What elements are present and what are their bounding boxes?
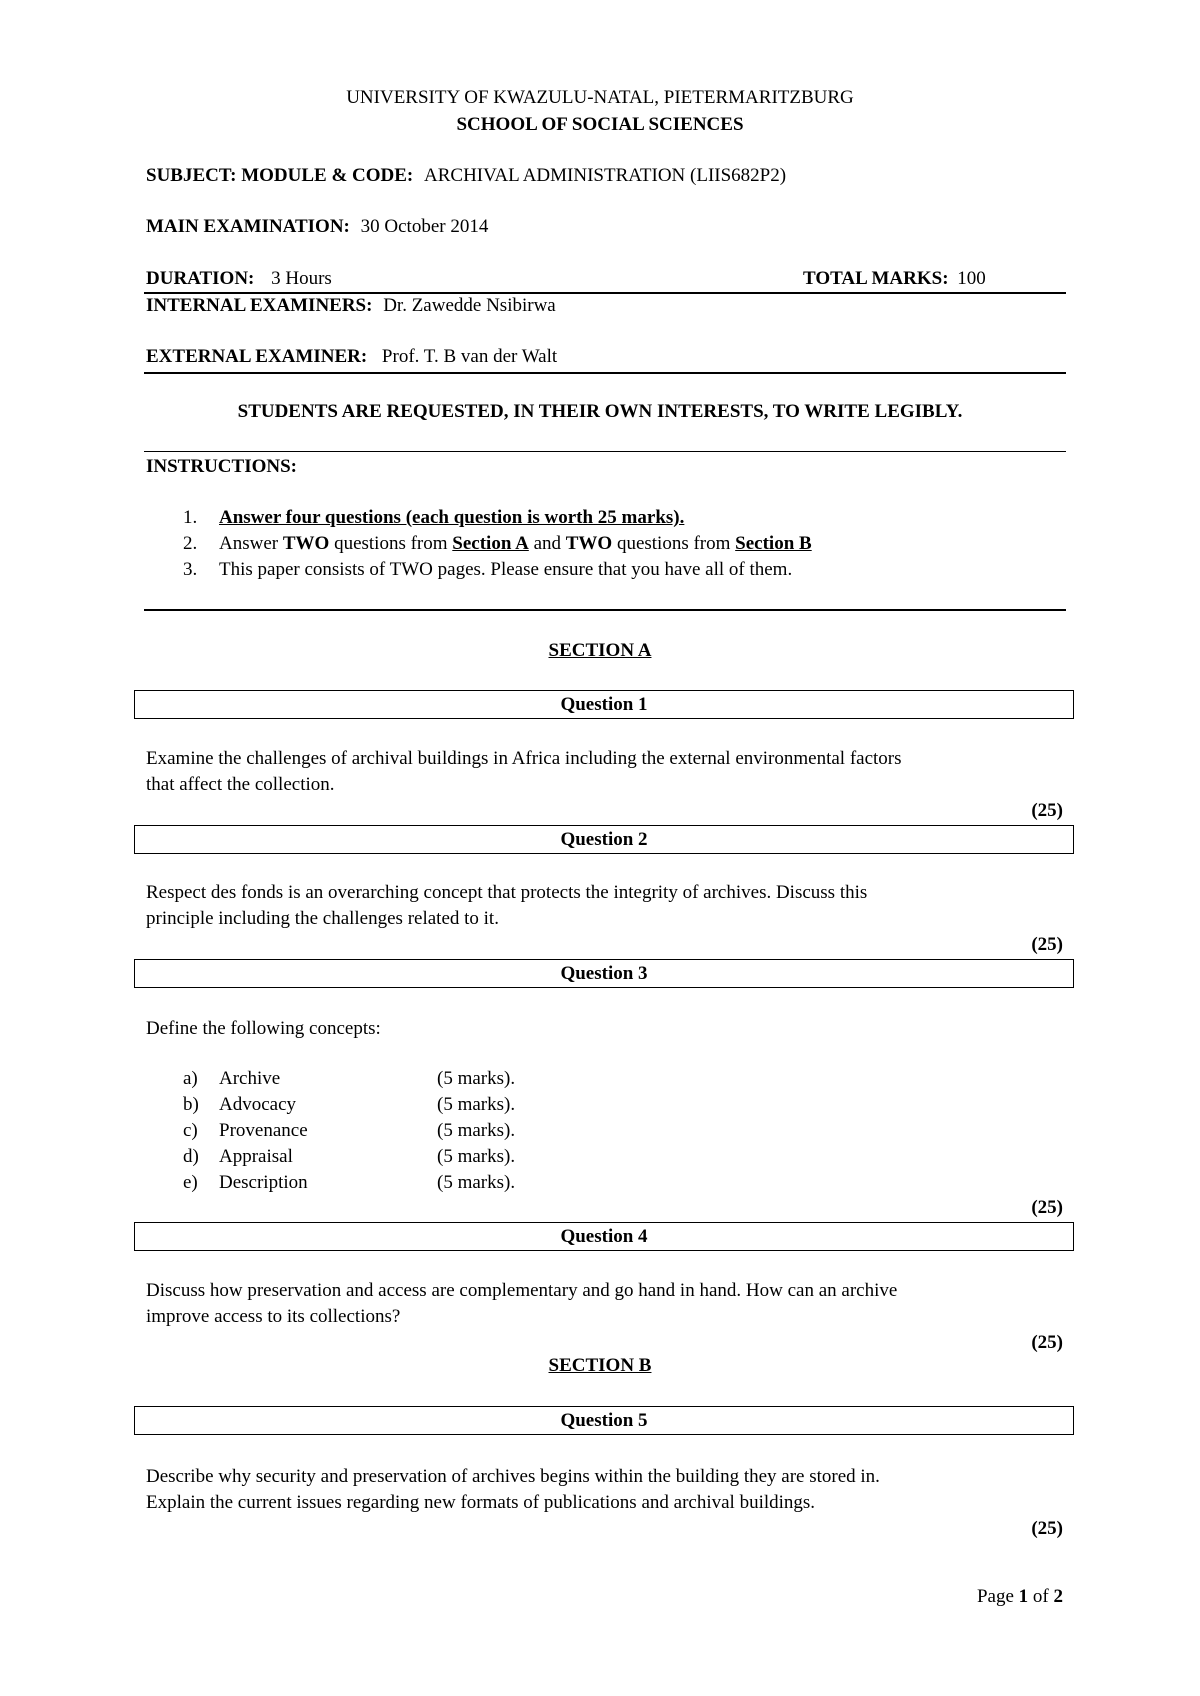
concept-term: Description — [219, 1172, 308, 1193]
subject-row — [146, 165, 786, 187]
total-marks — [803, 268, 986, 290]
concept-letter: d) — [183, 1146, 199, 1167]
external-examiner-value: Prof. T. B van der Walt — [381, 346, 558, 367]
duration-value: 3 Hours — [271, 268, 332, 289]
section-b-title: SECTION B — [548, 1355, 652, 1376]
exam-row — [146, 216, 488, 238]
question-3-marks: (25) — [1031, 1197, 1063, 1218]
external-examiner-row — [146, 346, 557, 368]
concept-marks: (5 marks). — [437, 1172, 516, 1193]
question-1-marks: (25) — [1031, 800, 1063, 821]
concept-marks: (5 marks). — [437, 1146, 516, 1167]
internal-examiners-value: Dr. Zawedde Nsibirwa — [383, 295, 556, 316]
concept-letter: c) — [183, 1120, 198, 1141]
divider — [144, 609, 1066, 611]
question-1-title: Question 1 — [134, 690, 1074, 719]
divider — [144, 292, 1066, 294]
duration-row — [146, 268, 332, 290]
subject-label: SUBJECT: MODULE & CODE: — [146, 165, 414, 186]
divider — [144, 451, 1066, 452]
instructions-heading: INSTRUCTIONS: — [146, 456, 297, 477]
question-4-marks: (25) — [1031, 1332, 1063, 1353]
instruction-number: 3. — [183, 559, 198, 580]
university-name: UNIVERSITY OF KWAZULU-NATAL, PIETERMARITZBURG — [346, 87, 854, 108]
concept-letter: b) — [183, 1094, 199, 1115]
concept-term: Archive — [219, 1068, 281, 1089]
question-3-intro: Define the following concepts: — [146, 1018, 381, 1039]
instruction-number: 2. — [183, 533, 198, 554]
concept-letter: a) — [183, 1068, 198, 1089]
divider — [144, 372, 1066, 374]
concept-term: Advocacy — [219, 1094, 297, 1115]
school-name: SCHOOL OF SOCIAL SCIENCES — [456, 114, 744, 135]
legibility-notice: STUDENTS ARE REQUESTED, IN THEIR OWN INTERESTS, TO WRITE LEGIBLY. — [237, 401, 963, 422]
instruction-text: This paper consists of TWO pages. Please ensure that you have all of them. — [219, 559, 793, 580]
concept-letter: e) — [183, 1172, 198, 1193]
internal-examiners-row — [146, 295, 556, 317]
question-5-marks: (25) — [1031, 1518, 1063, 1539]
concept-marks: (5 marks). — [437, 1094, 516, 1115]
total-marks-label: TOTAL MARKS: — [803, 268, 949, 289]
instruction-text: Answer TWO questions from Section A and TWO questions from Section B — [219, 533, 812, 554]
question-5-title: Question 5 — [134, 1406, 1074, 1435]
question-4-text: Discuss how preservation and access are complementary and go hand in hand. How can an archive improve access to its collections? — [146, 1280, 898, 1327]
exam-date: 30 October 2014 — [360, 216, 489, 237]
instruction-text: Answer four questions (each question is worth 25 marks). — [219, 507, 685, 528]
question-2-text: Respect des fonds is an overarching concept that protects the integrity of archives. Discuss this principle including the challenges related to it. — [146, 882, 868, 929]
question-2-marks: (25) — [1031, 934, 1063, 955]
question-3-title: Question 3 — [134, 959, 1074, 988]
concept-term: Appraisal — [219, 1146, 293, 1167]
internal-examiners-label: INTERNAL EXAMINERS: — [146, 295, 373, 316]
question-4-title: Question 4 — [134, 1222, 1074, 1251]
subject-value: ARCHIVAL ADMINISTRATION (LIIS682P2) — [424, 165, 787, 186]
section-a-title: SECTION A — [548, 640, 652, 661]
total-marks-value: 100 — [957, 268, 986, 289]
external-examiner-label: EXTERNAL EXAMINER: — [146, 346, 368, 367]
exam-label: MAIN EXAMINATION: — [146, 216, 350, 237]
concept-marks: (5 marks). — [437, 1120, 516, 1141]
instruction-number: 1. — [183, 507, 198, 528]
question-5-text: Describe why security and preservation of archives begins within the building they are stored in. Explain the current issues regarding new formats of publications and archival buildings. — [146, 1466, 880, 1513]
concept-term: Provenance — [219, 1120, 308, 1141]
question-2-title: Question 2 — [134, 825, 1074, 854]
duration-label: DURATION: — [146, 268, 255, 289]
concept-marks: (5 marks). — [437, 1068, 516, 1089]
page-number: Page 1 of 2 — [976, 1586, 1063, 1607]
question-1-text: Examine the challenges of archival buildings in Africa including the external environmental factors that affect the collection. — [146, 748, 902, 795]
